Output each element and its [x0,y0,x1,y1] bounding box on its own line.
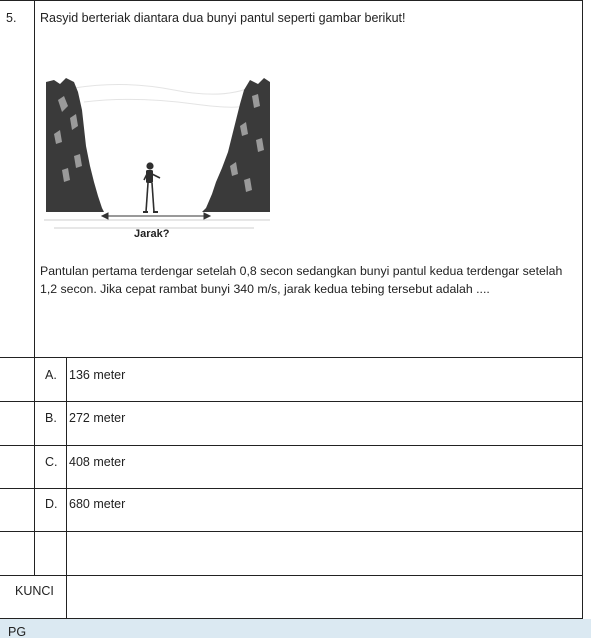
question-prompt: Rasyid berteriak diantara dua bunyi pantul seperti gambar berikut! [40,11,406,25]
pg-label: PG [8,625,27,639]
row-divider [0,401,583,402]
row-divider [0,445,583,446]
row-divider [0,488,583,489]
option-b-letter: B. [45,411,57,425]
figure-label: Jarak? [134,228,170,240]
option-d-letter: D. [45,497,58,511]
option-d-text: 680 meter [69,497,126,511]
kunci-label: KUNCI [15,584,54,598]
option-a-text: 136 meter [69,368,126,382]
table-border-top [0,0,583,1]
ground [44,220,270,228]
row-divider [0,575,583,576]
option-a-letter: A. [45,368,57,382]
question-body: Pantulan pertama terdengar setelah 0,8 secon sedangkan bunyi pantul kedua terdengar setelah 1,2 secon. Jika cepat rambat bunyi 340 m/s, jarak kedua tebing tersebut adalah .... [40,264,563,296]
distance-arrow [102,213,210,219]
pg-footer-band [0,619,591,638]
option-b-text: 272 meter [69,411,126,425]
cliff-echo-illustration [44,70,276,248]
option-c-text: 408 meter [69,455,126,469]
question-number: 5. [6,11,17,25]
table-border-right [582,0,583,619]
row-divider [0,531,583,532]
left-cliff [46,78,104,212]
option-c-letter: C. [45,455,58,469]
person-figure [143,162,160,213]
sky-texture [74,84,254,107]
row-divider [0,357,583,358]
